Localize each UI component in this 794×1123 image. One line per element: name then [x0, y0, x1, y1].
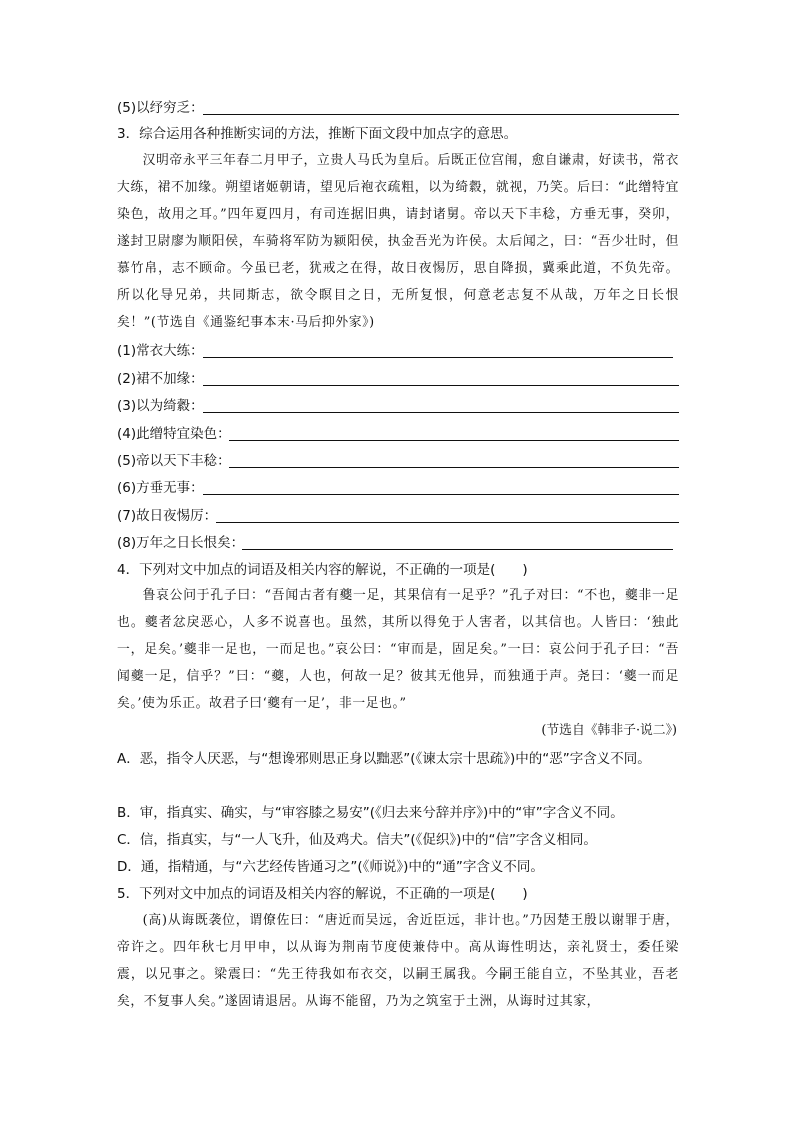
- answer-label: (7)故日夜惕厉：: [117, 508, 218, 524]
- question-5-passage: [117, 907, 679, 1045]
- answer-label: (5)以纾穷乏：: [117, 100, 204, 116]
- answer-blank[interactable]: [203, 412, 679, 413]
- answer-blank[interactable]: [229, 440, 679, 441]
- answer-row-7: [117, 506, 679, 526]
- answer-blank[interactable]: [203, 114, 679, 115]
- option-c[interactable]: C．信，指真实，与“一人飞升，仙及鸡犬。信夫”(《促织》)中的“信”字含义相同。: [117, 832, 597, 848]
- answer-label: (1)常衣大练：: [117, 343, 204, 359]
- answer-blank[interactable]: [242, 549, 673, 550]
- answer-blank[interactable]: [203, 357, 673, 358]
- answer-label: (4)此缯特宜染色：: [117, 426, 231, 442]
- answer-blank[interactable]: [203, 385, 679, 386]
- answer-label: (5)帝以天下丰稔：: [117, 453, 231, 469]
- answer-label: (3)以为绮縠：: [117, 398, 204, 414]
- answer-label: (8)万年之日长恨矣：: [117, 535, 245, 551]
- answer-blank[interactable]: [216, 522, 679, 523]
- passage-text: 鲁哀公问于孔子曰：“吾闻古者有夔一足，其果信有一足乎？”孔子对曰：“不也，夔非一足也。夔者忿戾恶心，人多不说喜也。虽然，其所以得免于人害者，以其信也。人皆曰：‘独此一，足矣。’夔非一足也，一而足也。”哀公曰：“审而是，固足矣。”一曰：哀公问于孔子曰：“吾闻夔一足，信乎？”曰：“夔，人也，何故一足？彼其无他异，而独通于声。尧曰：‘夔一而足矣。’使为乐正。故君子曰‘夔有一足’，非一足也。”: [117, 588, 679, 711]
- answer-row-5: [117, 451, 679, 471]
- question-4-stem: 4．下列对文中加点的词语及相关内容的解说，不正确的一项是( ): [117, 562, 528, 578]
- answer-row-3: [117, 396, 679, 416]
- answer-blank[interactable]: [203, 494, 679, 495]
- question-4-passage: [117, 582, 679, 718]
- passage-source: (节选自《韩非子·说二》): [541, 723, 677, 738]
- option-a[interactable]: A．恶，指令人厌恶，与“想谗邪则思正身以黜恶”(《谏太宗十思疏》)中的“恶”字含义不同。: [117, 751, 651, 767]
- option-b[interactable]: B．审，指真实、确实，与“审容膝之易安”(《归去来兮辞并序》)中的“审”字含义不同。: [117, 805, 624, 821]
- answer-blank[interactable]: [229, 467, 679, 468]
- answer-row-1: [117, 341, 673, 361]
- question-3-passage: [117, 147, 679, 337]
- answer-row-prev: [117, 98, 679, 118]
- answer-label: (2)裙不加缘：: [117, 371, 204, 387]
- question-3-stem: 3．综合运用各种推断实词的方法，推断下面文段中加点字的意思。: [117, 126, 518, 142]
- passage-text: 汉明帝永平三年春二月甲子，立贵人马氏为皇后。后既正位宫闱，愈自谦肃，好读书，常衣大练，裙不加缘。朔望诸姬朝请，望见后袍衣疏粗，以为绮縠，就视，乃笑。后曰：“此缯特宜染色，故用之耳。”四年夏四月，有司连据旧典，请封诸舅。帝以天下丰稔，方垂无事，癸卯，遂封卫尉廖为顺阳侯，车骑将军防为颍阳侯，执金吾光为许侯。太后闻之，曰：“吾少壮时，但慕竹帛，志不顾命。今虽已老，犹戒之在得，故日夜惕厉，思自降损，冀乘此道，不负先帝。所以化导兄弟，共同斯志，欲令瞑目之日，无所复恨，何意老志复不从哉，万年之日长恨矣！”(节选自《通鉴纪事本末·马后抑外家》): [117, 153, 679, 330]
- option-d[interactable]: D．通，指精通，与“六艺经传皆通习之”(《师说》)中的“通”字含义不同。: [117, 859, 544, 875]
- answer-label: (6)方垂无事：: [117, 480, 204, 496]
- answer-row-2: [117, 369, 679, 389]
- answer-row-8: [117, 533, 673, 553]
- passage-text: (高)从诲既袭位，谓僚佐曰：“唐近而吴远，舍近臣远，非计也。”乃因楚王殷以谢罪于唐，帝许之。四年秋七月甲申，以从诲为荆南节度使兼侍中。高从诲性明达，亲礼贤士，委任梁震，以兄事之。梁震曰：“先王待我如布衣交，以嗣王属我。今嗣王能自立，不坠其业，吾老矣，不复事人矣。”遂固请退居。从诲不能留，乃为之筑室于土洲，从诲时过其家，: [117, 913, 679, 1009]
- answer-row-6: [117, 478, 679, 498]
- question-5-stem: 5．下列对文中加点的词语及相关内容的解说，不正确的一项是( ): [117, 886, 528, 902]
- answer-row-4: [117, 424, 679, 444]
